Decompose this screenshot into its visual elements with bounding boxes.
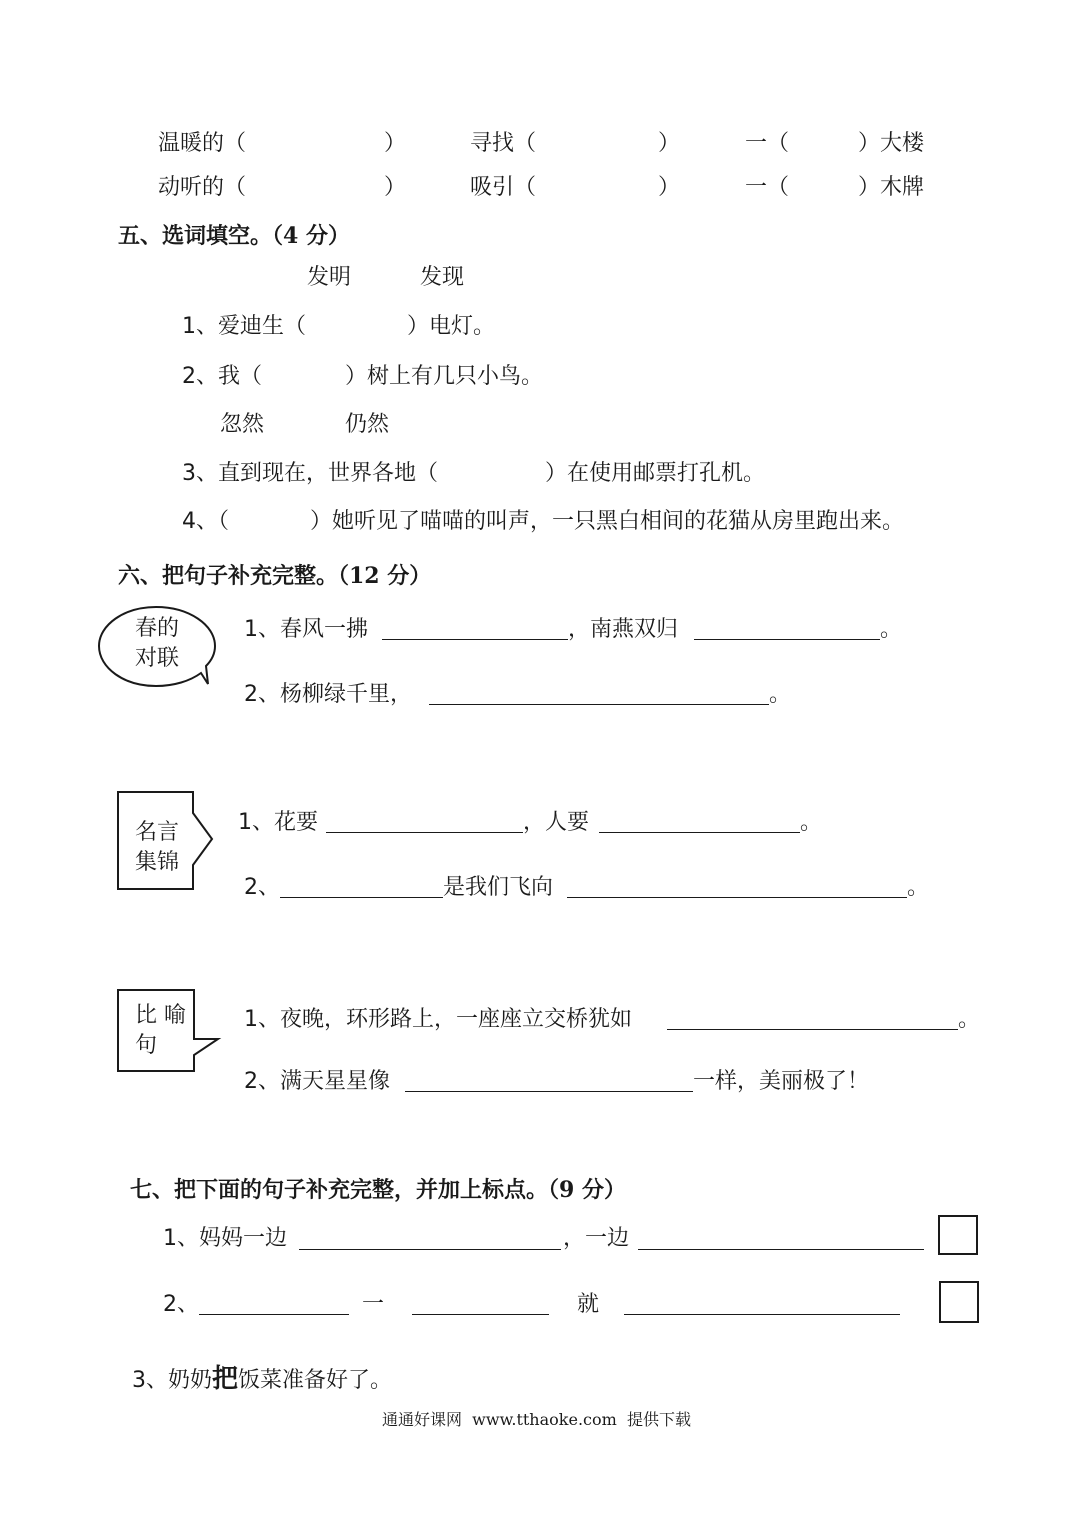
s6-g1-q1-blank-2[interactable] (694, 639, 880, 640)
s4-r1-c1-post: ） (384, 131, 407, 156)
s6-g3-q1-post: 。 (958, 1007, 981, 1032)
s4-r2-c2-post: ） (658, 175, 681, 200)
section-5-heading: 五、选词填空。（4 分） (118, 223, 350, 249)
s6-g2-q2-pre: 2、 (244, 875, 280, 900)
page-footer: 通通好课网 www.tthaoke.com 提供下载 (382, 1410, 691, 1429)
s5-q1-post: ）电灯。 (407, 314, 496, 339)
tag-similes: 比 喻 句 (135, 1003, 186, 1058)
s7-q1-punctuation-box[interactable] (938, 1215, 978, 1255)
s5-q4-post: ）她听见了喵喵的叫声，一只黑白相间的花猫从房里跑出来。 (310, 509, 905, 534)
s6-g2-q1-blank-1[interactable] (326, 832, 523, 833)
s5-q2-post: ）树上有几只小鸟。 (345, 364, 544, 389)
tag-spring-couplet: 春的 对联 (135, 616, 180, 671)
s6-g2-q2-blank-1[interactable] (280, 897, 443, 898)
s5-word-d: 仍然 (345, 412, 390, 437)
s7-q1-mid: ，一边 (563, 1226, 630, 1251)
s6-g2-q1-post: 。 (800, 810, 823, 835)
s6-g2-q1-mid: ，人要 (523, 810, 590, 835)
s6-g1-q2-post: 。 (769, 682, 792, 707)
s4-r1-c3-post: ）大楼 (858, 131, 925, 156)
s6-g2-q2-blank-2[interactable] (567, 897, 907, 898)
s4-r2-c2-pre: 吸引（ (470, 175, 537, 200)
s5-q2-pre: 2、我（ (182, 364, 262, 389)
s4-r2-c1-pre: 动听的（ (158, 175, 247, 200)
s6-g1-q2-pre: 2、杨柳绿千里， (244, 682, 412, 707)
s6-g3-q2-blank[interactable] (405, 1091, 693, 1092)
s4-r2-c3-post: ）木牌 (858, 175, 925, 200)
s6-g3-q2-pre: 2、满天星星像 (244, 1069, 390, 1094)
s6-g2-q2-post: 。 (907, 875, 930, 900)
s6-g1-q1-mid: ，南燕双归 (568, 617, 679, 642)
s6-g1-q2-blank[interactable] (429, 704, 769, 705)
s6-g1-q1-pre: 1、春风一拂 (244, 617, 368, 642)
s4-r1-c1-pre: 温暖的（ (158, 131, 247, 156)
s4-r1-c2-pre: 寻找（ (470, 131, 537, 156)
s5-q4-pre: 4、（ (182, 509, 229, 534)
s7-q3-post: 饭菜准备好了。 (238, 1368, 393, 1393)
s7-q2-mid1: 一 (362, 1292, 385, 1317)
s5-q1-pre: 1、爱迪生（ (182, 314, 306, 339)
s5-q3-post: ）在使用邮票打孔机。 (545, 461, 766, 486)
s7-q1-pre: 1、妈妈一边 (163, 1226, 287, 1251)
s4-r1-c3-pre: 一（ (745, 131, 790, 156)
s7-q3-bold: 把 (212, 1364, 239, 1394)
s7-q2-pre: 2、 (163, 1292, 199, 1317)
s7-q2-punctuation-box[interactable] (939, 1281, 979, 1323)
s7-q1-blank-2[interactable] (638, 1249, 924, 1250)
s6-g3-q1-blank[interactable] (667, 1029, 958, 1030)
s5-q3-pre: 3、直到现在，世界各地（ (182, 461, 438, 486)
s6-g1-q1-blank-1[interactable] (382, 639, 568, 640)
s6-g2-q1-blank-2[interactable] (599, 832, 800, 833)
section-6-heading: 六、把句子补充完整。（12 分） (118, 563, 432, 589)
s6-g3-q2-post: 一样，美丽极了！ (693, 1069, 870, 1094)
s7-q3 (118, 1344, 392, 1392)
section-7-heading: 七、把下面的句子补充完整，并加上标点。（9 分） (130, 1177, 626, 1203)
s6-g2-q1-pre: 1、花要 (238, 810, 318, 835)
s4-r2-c1-post: ） (384, 175, 407, 200)
s4-r1-c2-post: ） (658, 131, 681, 156)
s5-word-a: 发明 (307, 265, 352, 290)
s6-g1-q1-post: 。 (880, 617, 903, 642)
s5-word-b: 发现 (420, 265, 465, 290)
s7-q3-pre: 3、奶奶 (132, 1368, 212, 1393)
s7-q2-mid2: 就 (577, 1292, 600, 1317)
s7-q2-blank-1[interactable] (199, 1314, 349, 1315)
s5-word-c: 忽然 (220, 412, 265, 437)
s7-q2-blank-2[interactable] (412, 1314, 549, 1315)
s6-g3-q1-pre: 1、夜晚，环形路上，一座座立交桥犹如 (244, 1007, 632, 1032)
s6-g2-q2-mid: 是我们飞向 (443, 875, 554, 900)
tag-famous-quotes: 名言 集锦 (135, 820, 180, 875)
s7-q2-blank-3[interactable] (624, 1314, 900, 1315)
s4-r2-c3-pre: 一（ (745, 175, 790, 200)
s7-q1-blank-1[interactable] (299, 1249, 561, 1250)
